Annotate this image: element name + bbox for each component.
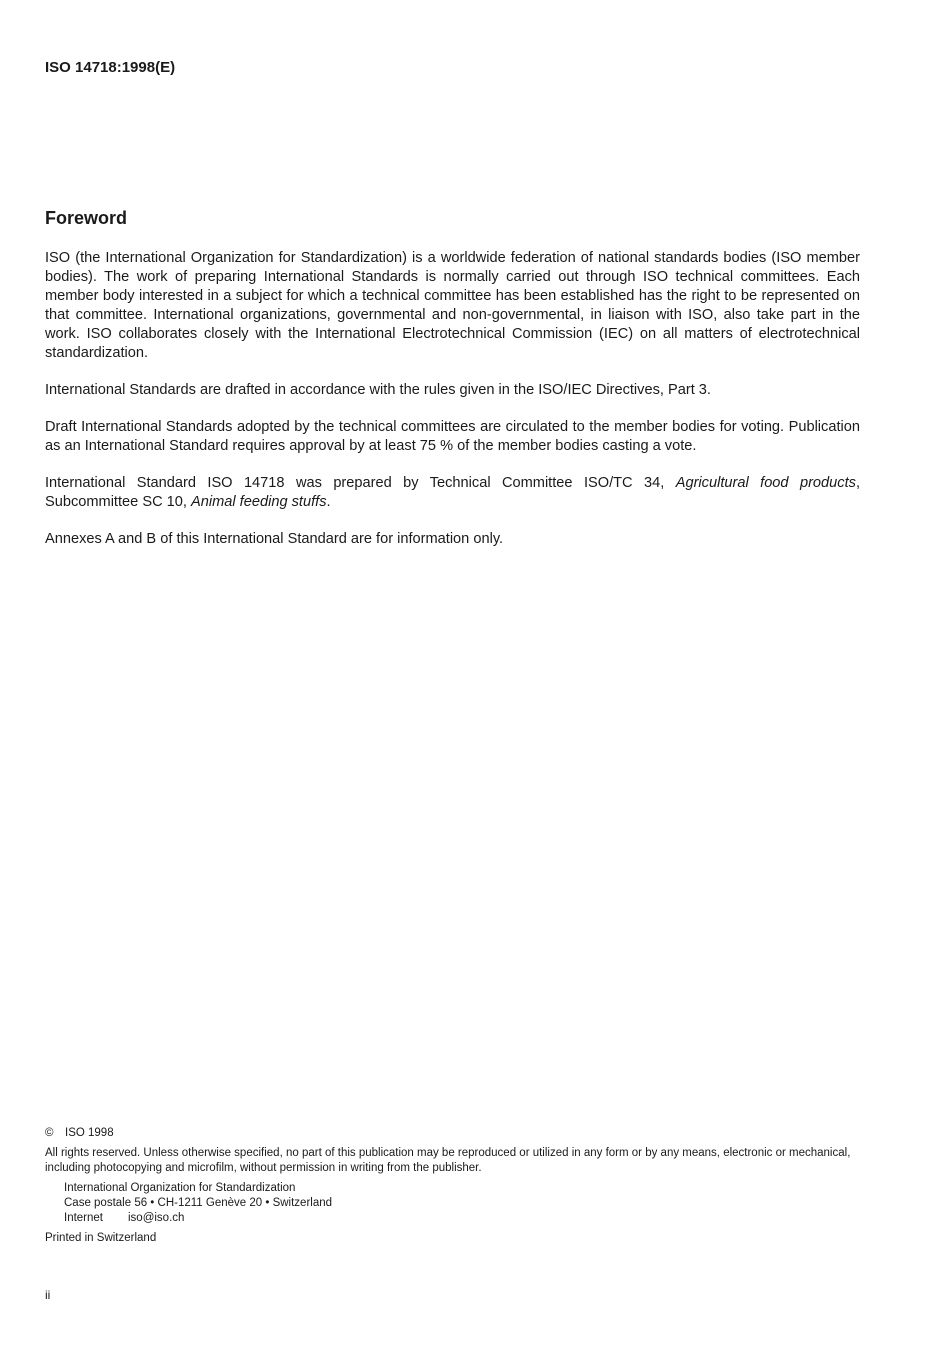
publisher-organization: International Organization for Standardization — [64, 1182, 296, 1194]
copyright-block — [45, 1126, 860, 1246]
publisher-internet — [64, 1211, 860, 1226]
foreword-title: Foreword — [45, 208, 128, 228]
rights-statement: All rights reserved. Unless otherwise specified, no part of this publication may be reproduced or utilized in any form or by any means, electronic or mechanical, including photocopying and microfilm, without permission in writing from the publisher. — [45, 1147, 851, 1174]
document-id: ISO 14718:1998(E) — [45, 59, 176, 76]
foreword-paragraph-4-text-1: International Standard ISO 14718 was prepared by Technical Committee ISO/TC 34, — [45, 475, 676, 491]
copyright-line — [45, 1126, 860, 1141]
internet-email: iso@iso.ch — [128, 1212, 185, 1224]
foreword-paragraph-4-text-2: , Subcommittee SC 10, — [45, 475, 860, 510]
foreword-paragraph-3: Draft International Standards adopted by the technical committees are circulated to the member bodies for voting. Publication as an International Standard requires approval by at least 75 % of the member bodies casting a vote. — [45, 419, 860, 454]
foreword-section — [45, 208, 860, 549]
foreword-paragraph-4 — [45, 474, 860, 512]
printed-location: Printed in Switzerland — [45, 1232, 157, 1244]
foreword-paragraph-1: ISO (the International Organization for Standardization) is a worldwide federation of national standards bodies (ISO member bodies). The work of preparing International Standards is normally carried out through ISO technical committees. Each member body interested in a subject for which a technical committee has been established has the right to be represented on that committee. International organizations, governmental and non-governmental, in liaison with ISO, also take part in the work. ISO collaborates closely with the International Electrotechnical Commission (IEC) on all matters of electrotechnical standardization. — [45, 250, 860, 361]
internet-label: Internet — [64, 1212, 103, 1224]
foreword-paragraph-4-text-3: . — [326, 494, 331, 510]
subcommittee-name: Animal feeding stuffs — [191, 494, 327, 510]
publisher-postal-address: Case postale 56 • CH-1211 Genève 20 • Switzerland — [64, 1197, 333, 1209]
page-number: ii — [45, 1288, 51, 1302]
foreword-paragraph-2: International Standards are drafted in accordance with the rules given in the ISO/IEC Directives, Part 3. — [45, 382, 711, 398]
copyright-notice: ISO 1998 — [65, 1127, 114, 1139]
foreword-paragraph-5: Annexes A and B of this International Standard are for information only. — [45, 531, 504, 547]
publisher-address — [45, 1181, 860, 1226]
committee-name: Agricultural food products — [675, 475, 856, 491]
copyright-symbol: © — [45, 1127, 54, 1139]
